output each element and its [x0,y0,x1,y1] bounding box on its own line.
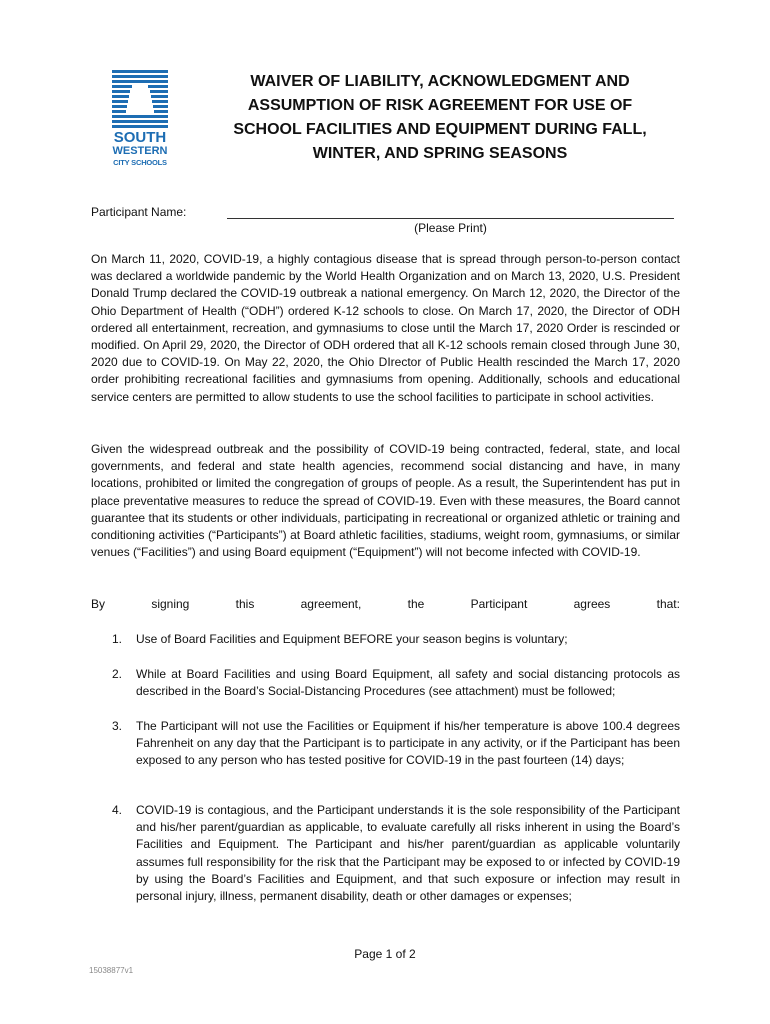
intro-word: Participant [470,597,528,611]
participant-name-label: Participant Name: [91,205,187,219]
agreement-intro [91,597,680,611]
intro-word: that: [656,597,680,611]
document-title [195,70,685,166]
title-line-4: WINTER, AND SPRING SEASONS [312,145,568,162]
paragraph-risk: Given the widespread outbreak and the possibility of COVID-19 being contracted, federal, state, and local governments, and federal and state health agencies, recommend social distancing and have, in many locations, prohibited or limited the congregation of groups of people. As a result, the Superintendent has put in place preventative measures to reduce the spread of COVID-19. Even with these measures, the Board cannot guarantee that its students or other individuals, participating in recreational or organized athletic or training and conditioning activities (“Participants”) at Board athletic facilities, stadiums, weight room, gymnasiums, or similar venues (“Facilities”) and using Board equipment (“Equipment”) will not become infected with COVID-19. [91,442,680,560]
list-item-number: 3. [112,719,123,733]
intro-word: agreement, [300,597,362,611]
school-logo-text [108,130,172,167]
logo-line-3: CITY SCHOOLS [113,158,167,167]
list-item-text: The Participant will not use the Facilities or Equipment if his/her temperature is above 100.4 degrees Fahrenheit on any day that the Participant is to participate in any activity, or if the Participant has been exposed to any person who has tested positive for COVID-19 in the past fourteen (14) days; [136,719,680,768]
intro-word: By [91,597,106,611]
paragraph-background: On March 11, 2020, COVID-19, a highly contagious disease that is spread through person-to-person contact was declared a worldwide pandemic by the World Health Organization and on March 13, 2020, U.S. President Donald Trump declared the COVID-19 outbreak a national emergency. On March 12, 2020, the Director of the Ohio Department of Health (“ODH”) ordered K-12 schools to close. On March 17, 2020, the Director of ODH ordered all entertainment, recreation, and gymnasiums to close until the March 17, 2020 Order is rescinded or modified. On April 29, 2020, the Director of ODH ordered that all K-12 schools remain closed through June 30, 2020 due to COVID-19. On May 22, 2020, the Ohio DIrector of Public Health rescinded the March 17, 2020 order prohibiting recreational facilities and gymnasiums from opening. Additionally, schools and educational service centers are permitted to allow students to use the school facilities to participate in school activities. [91,252,680,404]
intro-word: this [235,597,255,611]
title-line-2: ASSUMPTION OF RISK AGREEMENT FOR USE OF [247,97,633,114]
logo-line-2: WESTERN [112,145,168,157]
intro-word: signing [151,597,190,611]
logo-line-1: SOUTH [113,129,167,146]
list-item-text: While at Board Facilities and using Board Equipment, all safety and social distancing protocols as described in the Board’s Social-Distancing Procedures (see attachment) must be followed; [136,667,680,699]
participant-name-hint: (Please Print) [414,221,487,235]
title-line-1: WAIVER OF LIABILITY, ACKNOWLEDGMENT AND [250,73,630,90]
intro-word: agrees [573,597,611,611]
list-item-text: Use of Board Facilities and Equipment BEFORE your season begins is voluntary; [136,632,568,646]
list-item-number: 1. [112,632,123,646]
list-item-number: 4. [112,803,123,817]
participant-name-field[interactable] [227,218,674,219]
list-item-number: 2. [112,667,123,681]
title-line-3: SCHOOL FACILITIES AND EQUIPMENT DURING FALL, [233,121,647,138]
list-item-text: COVID-19 is contagious, and the Participant understands it is the sole responsibility of the Participant and his/her parent/guardian as applicable, to evaluate carefully all risks inherent in using the Board’s Facilities and Equipment. The Participant and his/her parent/guardian as applicable voluntarily assumes full responsibility for the risk that the Participant may be exposed to or infected by COVID-19 by using the Board’s Facilities and Equipment, and that such exposure or infection may result in personal injury, illness, permanent disability, death or other damages or expenses; [136,803,680,904]
intro-word: the [407,597,425,611]
document-id: 15038877v1 [89,966,134,975]
page-number: Page 1 of 2 [354,947,416,961]
